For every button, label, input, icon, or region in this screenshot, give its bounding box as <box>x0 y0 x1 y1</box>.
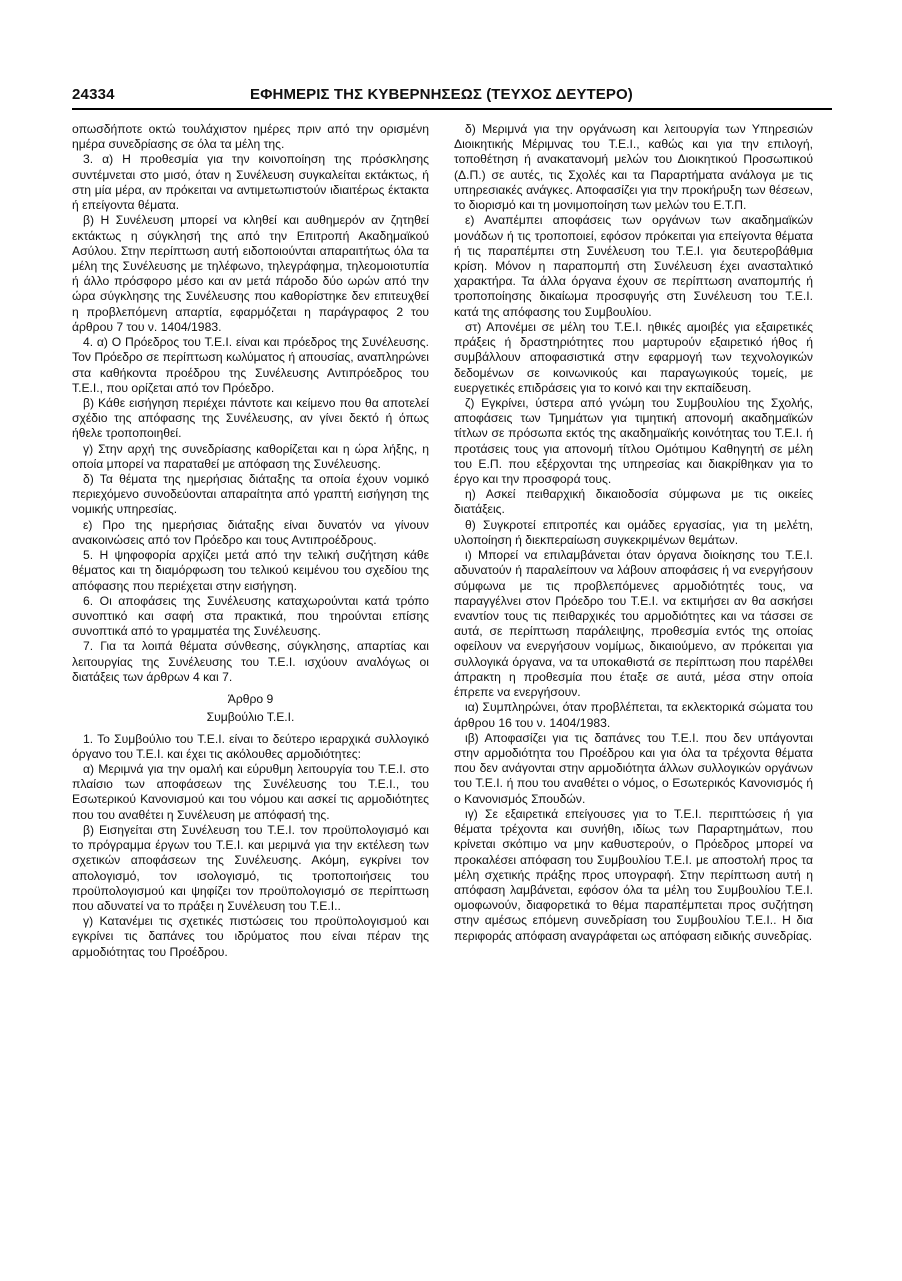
paragraph: θ) Συγκροτεί επιτροπές και ομάδες εργασίας, για τη μελέτη, υλοποίηση ή διεκπεραίωση συγκεκριμένων θεμάτων. <box>454 517 813 547</box>
journal-title: ΕΦΗΜΕΡΙΣ ΤΗΣ ΚΥΒΕΡΝΗΣΕΩΣ (ΤΕΥΧΟΣ ΔΕΥΤΕΡΟ) <box>250 86 633 103</box>
article-heading: Άρθρο 9 <box>227 692 274 707</box>
paragraph: ιβ) Αποφασίζει για τις δαπάνες του Τ.Ε.Ι. που δεν υπάγονται στην αρμοδιότητα του Προέδρου και για όλα τα τρέχοντα θέματα που δεν ανάγονται στην αρμοδιότητα άλλων συλλογικών οργάνων του Τ.Ε.Ι. ή που του αναθέτει ο νόμος, ο Εσωτερικός Κανονισμός ή ο Κανονισμός Σπουδών. <box>454 730 813 806</box>
page-header <box>72 84 832 110</box>
paragraph: β) Εισηγείται στη Συνέλευση του Τ.Ε.Ι. τον προϋπολογισμό και το πρόγραμμα έργων του Τ.Ε.Ι. και μεριμνά για την εκτέλεση των σχετικών αποφάσεων της Συνέλευσης. Ακόμη, εγκρίνει τον απολογισμό, τον ισολογισμό, τις τροποποιήσεις του προϋπολογισμού και ψηφίζει τον προϋπολογισμό σε περίπτωση που αδυνατεί να το πράξει η Συνέλευση του Τ.Ε.Ι.. <box>72 822 429 913</box>
paragraph: δ) Μεριμνά για την οργάνωση και λειτουργία των Υπηρεσιών Διοικητικής Μέριμνας του Τ.Ε.Ι., καθώς και για την επιλογή, τοποθέτηση ή ανακατανομή μελών του Διοικητικού Προσωπικού (Δ.Π.) σε αυτές, τις Σχολές και τα Παραρτήματα ανάλογα με τις υπηρεσιακές ανάγκες. Αποφασίζει για την προκήρυξη των θέσεων, το διορισμό και τη μονιμοποίηση των μελών του Ε.Τ.Π. <box>454 122 813 213</box>
paragraph: ε) Προ της ημερήσιας διάταξης είναι δυνατόν να γίνουν ανακοινώσεις από τον Πρόεδρο και τους Αντιπροέδρους. <box>72 517 429 547</box>
paragraph: γ) Στην αρχή της συνεδρίασης καθορίζεται και η ώρα λήξης, η οποία μπορεί να παραταθεί με απόφαση της Συνέλευσης. <box>72 441 429 471</box>
paragraph: ια) Συμπληρώνει, όταν προβλέπεται, τα εκλεκτορικά σώματα του άρθρου 16 του ν. 1404/1983. <box>454 700 813 730</box>
page-number: 24334 <box>72 86 115 103</box>
right-column <box>454 122 813 944</box>
paragraph: η) Ασκεί πειθαρχική δικαιοδοσία σύμφωνα με τις οικείες διατάξεις. <box>454 487 813 517</box>
paragraph: ζ) Εγκρίνει, ύστερα από γνώμη του Συμβουλίου της Σχολής, αποφάσεις των Τμημάτων για τιμητική απονομή ακαδημαϊκών τίτλων σε πρόσωπα εκτός της ακαδημαϊκής κοινότητας του Τ.Ε.Ι. ή προτάσεις τους για απονομή τίτλου Ομότιμου Καθηγητή σε μέλη του Ε.Π. που εξέρχονται της υπηρεσίας και διακρίθηκαν για το έργο και την προσφορά τους. <box>454 395 813 487</box>
paragraph: 1. Το Συμβούλιο του Τ.Ε.Ι. είναι το δεύτερο ιεραρχικά συλλογικό όργανο του Τ.Ε.Ι. και έχει τις ακόλουθες αρμοδιότητες: <box>72 731 429 761</box>
paragraph: α) Μεριμνά για την ομαλή και εύρυθμη λειτουργία του Τ.Ε.Ι. στο πλαίσιο των αποφάσεων της Συνέλευσης του Τ.Ε.Ι., του Εσωτερικού Κανονισμού και του νόμου και ασκεί τις αρμοδιότητες που του αναθέτει η Συνέλευση με απόφασή της. <box>72 761 429 822</box>
paragraph: 7. Για τα λοιπά θέματα σύνθεσης, σύγκλησης, απαρτίας και λειτουργίας της Συνέλευσης του Τ.Ε.Ι. ισχύουν αναλόγως οι διατάξεις των άρθρων 4 και 7. <box>72 639 429 684</box>
paragraph: β) Η Συνέλευση μπορεί να κληθεί και αυθημερόν αν ζητηθεί εκτάκτως η σύγκλησή της από την Επιτροπή Ακαδημαϊκού Ασύλου. Στην περίπτωση αυτή ειδοποιούνται απαραιτήτως όλα τα μέλη της Συνέλευσης με τηλέφωνο, τηλεγράφημα, τηλεομοιοτυπία ή άλλο πρόσφορο μέσο και αν μετά πάροδο δύο ωρών από την ώρα σύγκλησης της Συνέλευσης που καθορίστηκε δεν επιτευχθεί η προβλεπόμενη απαρτία, εφαρμόζεται η παράγραφος 2 του άρθρου 7 του ν. 1404/1983. <box>72 213 429 334</box>
paragraph: ε) Αναπέμπει αποφάσεις των οργάνων των ακαδημαϊκών μονάδων ή τις τροποποιεί, εφόσον πρόκειται για επείγοντα θέματα ή τις παραπέμπει στη Συνέλευση του Τ.Ε.Ι. για δευτεροβάθμια κρίση. Μόνον η παραπομπή στη Συνέλευση έχει ανασταλτικό χαρακτήρα. Τα άλλα όργανα έχουν σε περίπτωση αναπομπής ή τροποποίησης δικαίωμα προσφυγής στη Συνέλευση του Τ.Ε.Ι. κατά της απόφασης του Συμβουλίου. <box>454 213 813 319</box>
paragraph: στ) Απονέμει σε μέλη του Τ.Ε.Ι. ηθικές αμοιβές για εξαιρετικές πράξεις ή δραστηριότητες που μαρτυρούν εξαιρετικό ήθος ή συμβάλλουν αποφασιστικά στην εφαρμογή των τεχνολογικών δεδομένων σε κοινωνικούς και παραγωγικούς τομείς, με ευεργετικές επιδράσεις για το κοινό και την εκπαίδευση. <box>454 319 813 395</box>
paragraph: 4. α) Ο Πρόεδρος του Τ.Ε.Ι. είναι και πρόεδρος της Συνέλευσης. Τον Πρόεδρο σε περίπτωση κωλύματος ή απουσίας, αναπληρώνει στα καθήκοντα προέδρου της Συνέλευσης Αντιπρόεδρος του Τ.Ε.Ι., που ορίζεται από τον Πρόεδρο. <box>72 335 429 395</box>
paragraph: ιγ) Σε εξαιρετικά επείγουσες για το Τ.Ε.Ι. περιπτώσεις ή για θέματα τρέχοντα και συνήθη, ιδίως των Παραρτημάτων, που κρίνεται σκόπιμο να μην καθυστερούν, ο Πρόεδρος μπορεί να προκαλέσει απόφαση του Συμβουλίου Τ.Ε.Ι. με αποστολή προς τα μέλη σχετικής πράξης προς υπογραφή. Στην περίπτωση αυτή η απόφαση λαμβάνεται, εφόσον όλα τα μέλη του Συμβουλίου Τ.Ε.Ι. ομοφωνούν, διαφορετικά το θέμα παραπέμπεται προς συζήτηση στην αμέσως επόμενη συνεδρίαση του Συμβουλίου Τ.Ε.Ι.. Η δια περιφοράς απόφαση αναγράφεται ως απόφαση ειδικής συνεδρίας. <box>454 806 813 943</box>
paragraph: β) Κάθε εισήγηση περιέχει πάντοτε και κείμενο που θα αποτελεί σχέδιο της απόφασης της Συνέλευσης, αν γίνει δεκτό ή όπως ήθελε τροποποιηθεί. <box>72 395 429 441</box>
paragraph: ι) Μπορεί να επιλαμβάνεται όταν όργανα διοίκησης του Τ.Ε.Ι. αδυνατούν ή παραλείπουν να λάβουν αποφάσεις ή να ενεργήσουν σύμφωνα με τις προβλεπόμενες αρμοδιότητές τους, να παραγγέλνει στον Πρόεδρο του Τ.Ε.Ι. να εκτιμήσει αν θα ασκήσει εναντίον τους τις πειθαρχικές του αρμοδιότητες και να τάσσει σε αυτά, σε περίπτωση παράλειψης, προθεσμία εντός της οποίας οφείλουν να ενεργήσουν νομίμως, δικαιούμενο, αν πρόκειται για συλλογικά όργανα, να τα υποκαθιστά σε περίπτωση που παρέλθει άπρακτη η προθεσμία που έταξε σε αυτά, μέσα στην οποία έπρεπε να ενεργήσουν. <box>454 548 813 700</box>
paragraph: 6. Οι αποφάσεις της Συνέλευσης καταχωρούνται κατά τρόπο συνοπτικό και σαφή στα πρακτικά, που τηρούνται επίσης συνοπτικά από το γραμματέα της Συνέλευσης. <box>72 593 429 639</box>
paragraph: 3. α) Η προθεσμία για την κοινοποίηση της πρόσκλησης συντέμνεται στο μισό, όταν η Συνέλευση συγκαλείται εκτάκτως, ή στη μία μέρα, αν πρόκειται να αντιμετωπιστούν ιδιαιτέρως έκτακτα ή επείγοντα θέματα. <box>72 152 429 213</box>
paragraph: 5. Η ψηφοφορία αρχίζει μετά από την τελική συζήτηση κάθε θέματος και τη διαμόρφωση του τελικού κειμένου του σχεδίου της απόφασης που περιέχεται στην εισήγηση. <box>72 548 429 593</box>
paragraph: γ) Κατανέμει τις σχετικές πιστώσεις του προϋπολογισμού και εγκρίνει τις δαπάνες του ιδρύματος που είναι πέραν της αρμοδιότητας του Προέδρου. <box>72 914 429 959</box>
article-subheading: Συμβούλιο Τ.Ε.Ι. <box>206 710 295 725</box>
paragraph: οπωσδήποτε οκτώ τουλάχιστον ημέρες πριν από την ορισμένη ημέρα συνεδρίασης σε όλα τα μέλη της. <box>72 122 429 152</box>
left-column <box>72 122 429 960</box>
paragraph: δ) Τα θέματα της ημερήσιας διάταξης τα οποία έχουν νομικό περιεχόμενο συνοδεύονται απαραίτητα από γραπτή εισήγηση της νομικής υπηρεσίας. <box>72 472 429 517</box>
